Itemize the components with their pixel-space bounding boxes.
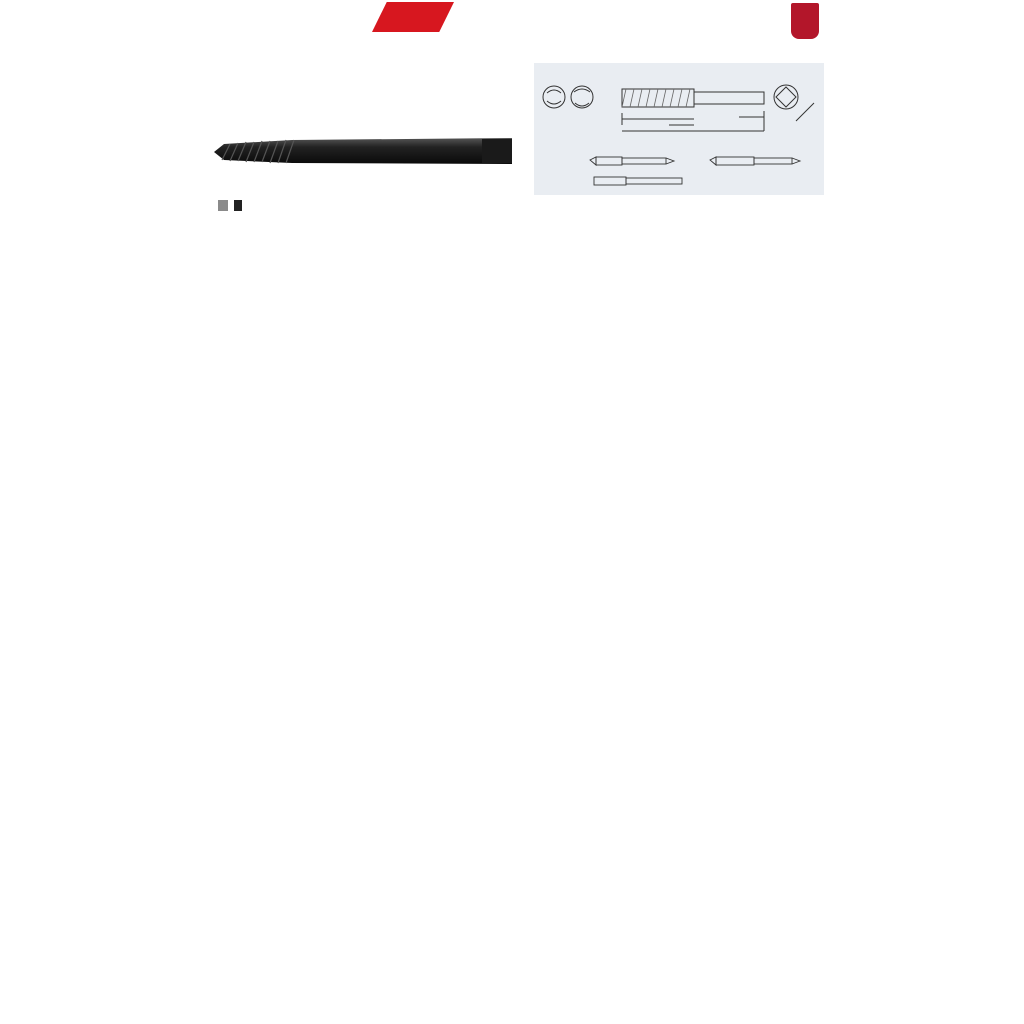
tap-product-image <box>212 130 514 172</box>
material-badge <box>791 3 819 39</box>
new-badge <box>372 2 454 32</box>
tap-dimension-diagram <box>534 63 824 195</box>
code-no-label <box>234 200 242 211</box>
order-method-label <box>218 200 228 211</box>
list-info <box>214 198 242 212</box>
